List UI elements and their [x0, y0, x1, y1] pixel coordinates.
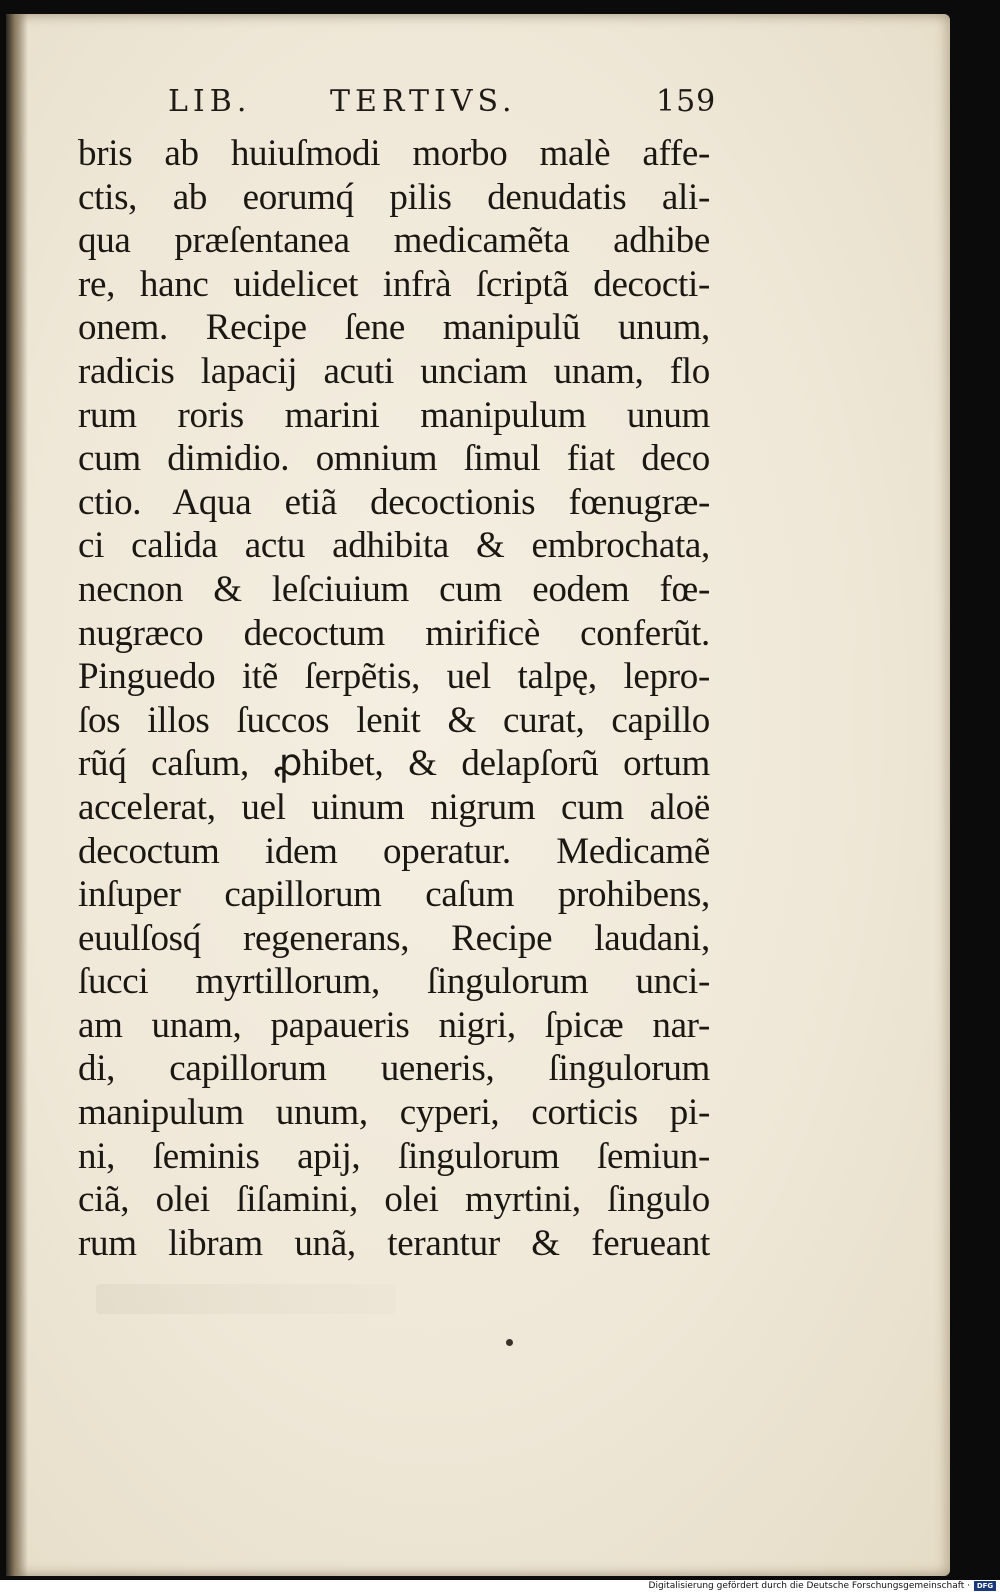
dfg-logo: DFG [974, 1581, 996, 1591]
text-line: ctio. Aqua etiã decoctionis fœnugræ- [78, 481, 710, 523]
text-line: accelerat, uel uinum nigrum cum aloë [78, 786, 710, 828]
text-line: necnon & leſciuium cum eodem fœ- [78, 568, 710, 610]
show-through-text [96, 1284, 396, 1314]
text-line: decoctum idem operatur. Medicamẽ [78, 830, 710, 872]
ink-dot [506, 1339, 513, 1346]
running-head [168, 76, 728, 119]
text-line: ci calida actu adhibita & embrochata, [78, 525, 710, 567]
text-line: qua præſentanea medicamẽta adhibe [78, 220, 710, 262]
text-line: ſucci myrtillorum, ſingulorum unci- [78, 961, 710, 1003]
text-line: Pinguedo itẽ ſerpẽtis, uel talpę, lepro- [78, 656, 710, 698]
book-page [6, 14, 950, 1576]
text-line: ni, ſeminis apij, ſingulorum ſemiun- [78, 1135, 710, 1177]
text-line: inſuper capillorum caſum prohibens, [78, 874, 710, 916]
text-line: bris ab huiuſmodi morbo malè affe- [78, 133, 710, 174]
text-line: rũq́ caſum, ꝓhibet, & delapſorũ ortum [78, 743, 710, 785]
running-head-book-label: LIB. [168, 84, 252, 119]
page-gutter-shadow [6, 14, 28, 1576]
text-line: onem. Recipe ſene manipulũ unum, [78, 307, 710, 349]
text-line: di, capillorum ueneris, ſingulorum [78, 1048, 710, 1090]
text-line: ctis, ab eorumq́ pilis denudatis ali- [78, 176, 710, 218]
text-line: rum libram unã, terantur & ferueant [78, 1222, 710, 1264]
text-line: manipulum unum, cyperi, corticis pi- [78, 1092, 710, 1134]
running-head-title: TERTIVS. [330, 84, 517, 119]
text-line: euulſosq́ regenerans, Recipe laudani, [78, 917, 710, 959]
text-line: ſos illos ſuccos lenit & curat, capillo [78, 699, 710, 741]
body-text [78, 132, 710, 1265]
digitization-footer [0, 1580, 1000, 1592]
text-line: cum dimidio. omnium ſimul fiat deco [78, 438, 710, 480]
text-line: rum roris marini manipulum unum [78, 394, 710, 436]
text-line: re, hanc uidelicet infrà ſcriptã decocti- [78, 263, 710, 305]
funding-credit: Digitalisierung gefördert durch die Deutsche Forschungsgemeinschaft · [648, 1581, 970, 1591]
text-line: radicis lapacij acuti unciam unam, flo [78, 350, 710, 392]
text-line: ciã, olei ſiſamini, olei myrtini, ſingulo [78, 1179, 710, 1221]
folio-number: 159 [656, 84, 717, 119]
text-line: nugræco decoctum mirificè conferũt. [78, 612, 710, 654]
text-line: am unam, papaueris nigri, ſpicæ nar- [78, 1004, 710, 1046]
